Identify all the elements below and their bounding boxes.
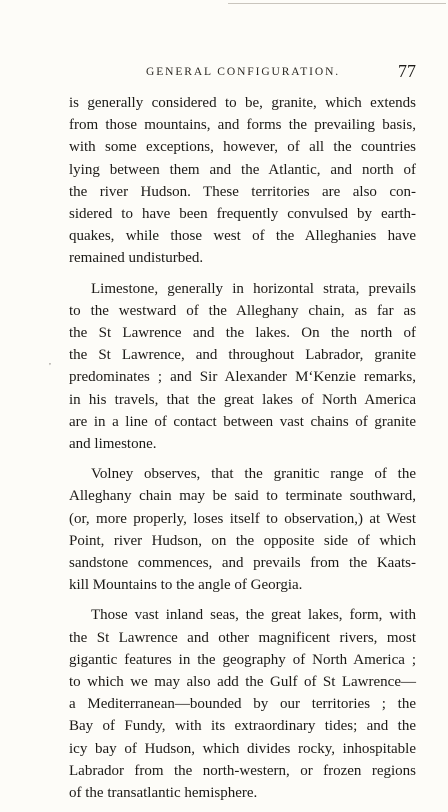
- text-line: in his travels, that the great lakes of North America: [69, 391, 416, 408]
- text-line: Point, river Hudson, on the opposite side of which: [69, 532, 416, 549]
- text-line: are in a line of contact between vast chains of granite: [69, 413, 416, 430]
- text-line: the St Lawrence and other magnificent rivers, most: [69, 629, 416, 646]
- text-line: remained undisturbed.: [69, 250, 204, 267]
- text-line: sidered to have been frequently convulsed by earth-: [69, 206, 416, 223]
- body-text: [69, 92, 416, 812]
- text-line: gigantic features in the geography of North America ;: [69, 651, 416, 668]
- text-line: predominates ; and Sir Alexander M‘Kenzie remarks,: [69, 369, 416, 386]
- text-line: Limestone, generally in horizontal strata, prevails: [91, 280, 416, 297]
- text-line: is generally considered to be, granite, which extends: [69, 95, 416, 111]
- text-line: a Mediterranean—bounded by our territories ; the: [69, 696, 416, 713]
- paragraph-3: [69, 463, 416, 596]
- text-line: Those vast inland seas, the great lakes, form, with: [91, 607, 416, 624]
- text-line: Labrador from the north-western, or frozen regions: [69, 762, 416, 779]
- text-line: kill Mountains to the angle of Georgia.: [69, 577, 303, 594]
- top-edge-rule: [228, 3, 446, 7]
- text-line: Bay of Fundy, with its extraordinary tides; and the: [69, 718, 416, 735]
- text-line: the St Lawrence and the lakes. On the north of: [69, 325, 416, 342]
- text-line: with some exceptions, however, of all the countries: [69, 139, 416, 156]
- paragraph-1: [69, 92, 416, 270]
- text-line: (or, more properly, loses itself to observation,) at West: [69, 510, 416, 527]
- text-line: lying between them and the Atlantic, and north of: [69, 161, 416, 178]
- paragraph-4: [69, 604, 416, 804]
- page-number: 77: [398, 61, 416, 81]
- text-line: quakes, while those west of the Alleghanies have: [69, 228, 416, 245]
- text-line: to which we may also add the Gulf of St Lawrence—: [69, 674, 416, 691]
- text-line: of the transatlantic hemisphere.: [69, 785, 258, 802]
- margin-mark: ,: [49, 357, 51, 366]
- text-line: the St Lawrence, and throughout Labrador, granite: [69, 347, 416, 364]
- text-line: icy bay of Hudson, which divides rocky, inhospitable: [69, 740, 416, 757]
- page-header: [48, 62, 416, 84]
- running-head: GENERAL CONFIGURATION.: [146, 66, 341, 78]
- text-line: from those mountains, and forms the prevailing basis,: [69, 117, 416, 134]
- text-line: the river Hudson. These territories are also con-: [69, 183, 416, 200]
- text-line: and limestone.: [69, 436, 157, 453]
- text-line: sandstone commences, and prevails from the Kaats-: [69, 555, 416, 572]
- paragraph-2: [69, 278, 416, 456]
- text-line: Volney observes, that the granitic range of the: [91, 466, 416, 483]
- text-line: Alleghany chain may be said to terminate southward,: [69, 488, 416, 505]
- text-line: to the westward of the Alleghany chain, as far as: [69, 302, 416, 319]
